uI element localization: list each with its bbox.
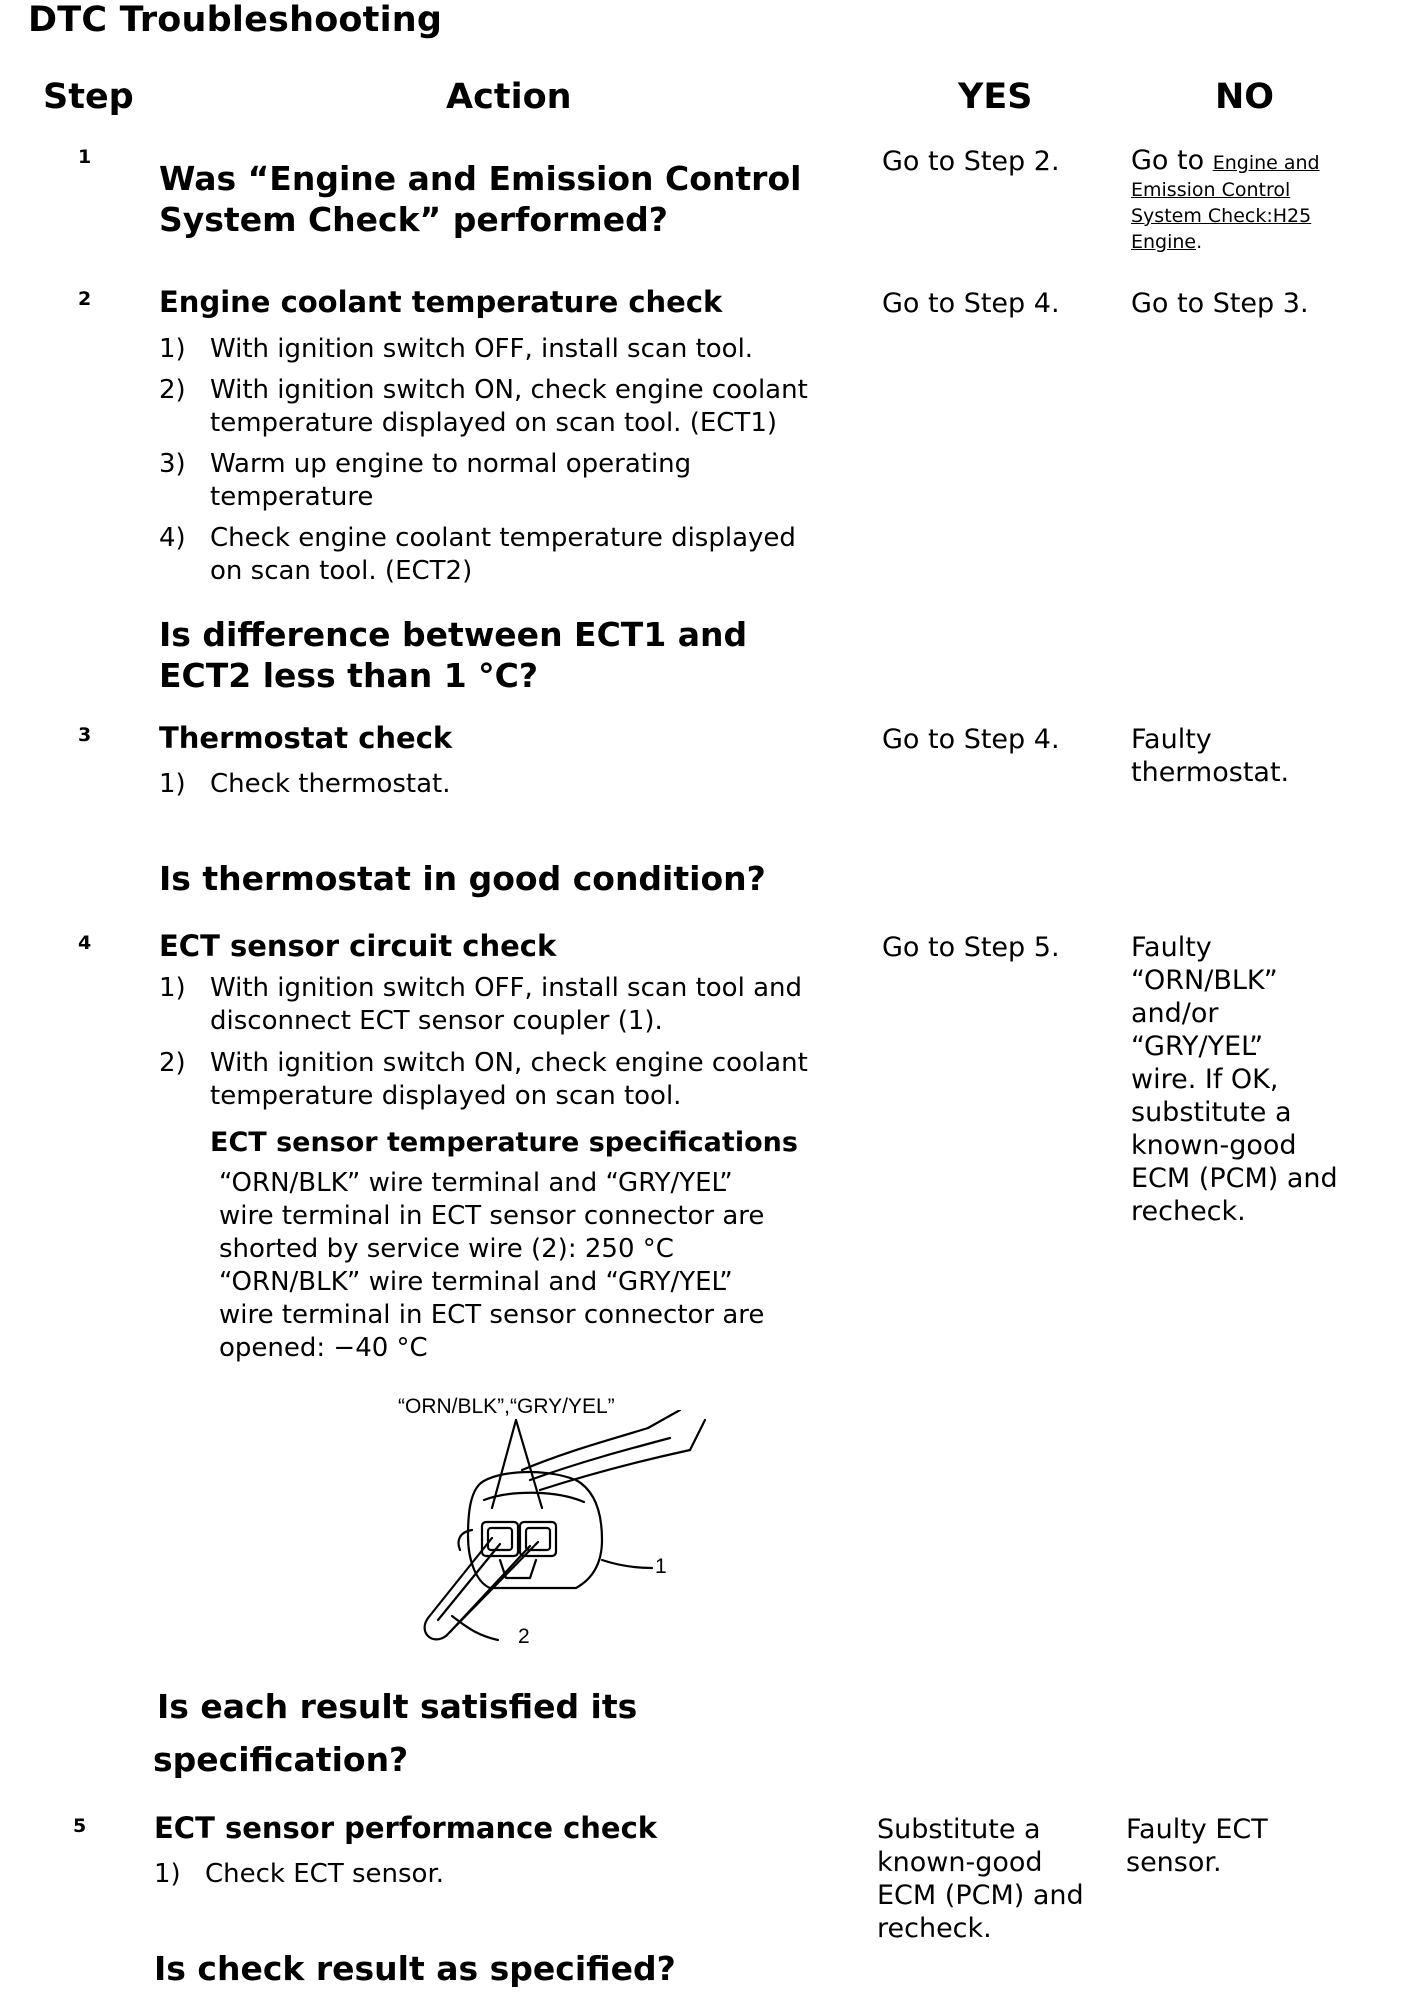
step-number: 5: [73, 1815, 87, 1837]
no-result: Go to Engine and Emission Control System Check:H25 Engine.: [1131, 145, 1401, 255]
no-result: Faulty ECT sensor.: [1126, 1814, 1268, 1878]
header-action: Action: [446, 77, 572, 117]
step-heading: Thermostat check: [159, 721, 453, 755]
step-question: Is difference between ECT1 and ECT2 less than 1 °C?: [159, 615, 748, 695]
no-result: Faulty thermostat.: [1131, 724, 1290, 788]
yes-result: Go to Step 4.: [882, 724, 1060, 755]
header-no: NO: [1215, 77, 1275, 117]
yes-result: Go to Step 5.: [882, 932, 1060, 963]
spec-title: ECT sensor temperature specifications: [210, 1127, 798, 1158]
step-number: 2: [78, 288, 92, 310]
step-number: 3: [78, 724, 92, 746]
header-step: Step: [43, 77, 134, 117]
step-question: Was “Engine and Emission Control System Check” performed?: [159, 159, 802, 239]
engine-check-link[interactable]: System Check:H25: [1131, 205, 1312, 227]
engine-check-link[interactable]: Engine: [1131, 231, 1197, 253]
yes-result: Substitute a known-good ECM (PCM) and recheck.: [877, 1814, 1084, 1944]
page-title: DTC Troubleshooting: [28, 0, 443, 40]
engine-check-link[interactable]: Engine and: [1212, 152, 1320, 174]
step-heading: Engine coolant temperature check: [159, 285, 723, 319]
yes-result: Go to Step 2.: [882, 146, 1060, 177]
step-heading: ECT sensor circuit check: [159, 929, 557, 963]
step-number: 1: [78, 146, 92, 168]
wire-label: “ORN/BLK”,“GRY/YEL”: [398, 1395, 615, 1418]
header-yes: YES: [958, 77, 1033, 117]
engine-check-link[interactable]: Emission Control: [1131, 179, 1291, 201]
no-result: Faulty “ORN/BLK” and/or “GRY/YEL” wire. If OK, substitute a known-good ECM (PCM) and recheck.: [1131, 932, 1338, 1227]
no-result: Go to Step 3.: [1131, 288, 1309, 319]
callout-1: 1: [655, 1555, 667, 1578]
connector-diagram: [380, 1410, 720, 1650]
step-heading: ECT sensor performance check: [154, 1811, 658, 1845]
yes-result: Go to Step 4.: [882, 288, 1060, 319]
callout-2: 2: [518, 1625, 530, 1648]
step-number: 4: [78, 932, 92, 954]
step-question: Is each result satisfied its specification?: [153, 1687, 638, 1779]
step-question: Is check result as specified?: [154, 1949, 676, 1988]
step-question: Is thermostat in good condition?: [159, 859, 766, 898]
spec-text: “ORN/BLK” wire terminal and “GRY/YEL” wire terminal in ECT sensor connector are shorted by service wire (2): 250 °C “ORN/BLK” wire terminal and “GRY/YEL” wire terminal in ECT sensor connector are opened: −40 °C: [219, 1168, 765, 1363]
